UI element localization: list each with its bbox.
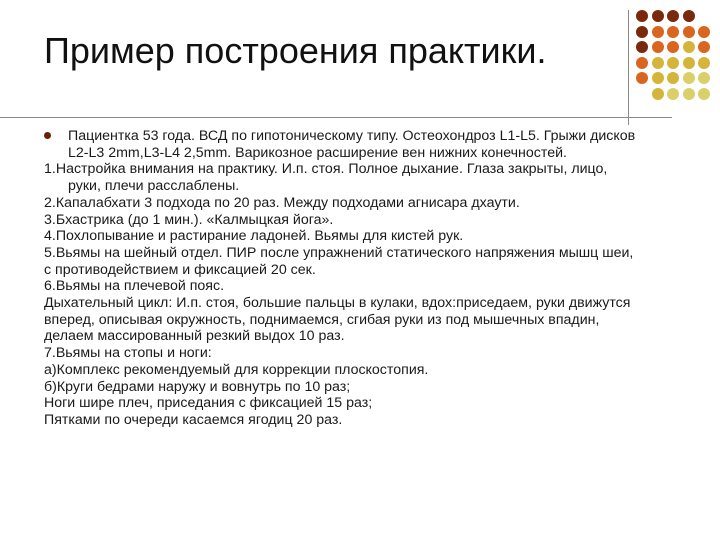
- decorative-dot: [683, 57, 695, 69]
- text-line: руки, плечи расслаблены.: [68, 178, 240, 195]
- text-line: 3.Бхастрика (до 1 мин.). «Калмыцкая йога».: [44, 211, 334, 228]
- decorative-dot: [667, 26, 679, 38]
- decorative-dot: [667, 88, 679, 100]
- text-line: а)Комплекс рекомендуемый для коррекции плоскостопия.: [44, 361, 429, 378]
- decorative-dot: [652, 57, 664, 69]
- decorative-dot: [636, 26, 648, 38]
- text-line: 6.Вьямы на плечевой пояс.: [44, 278, 225, 295]
- decorative-dot: [683, 88, 695, 100]
- horizontal-divider: [0, 117, 672, 118]
- vertical-divider: [628, 10, 629, 125]
- decorative-dot: [636, 41, 648, 53]
- decorative-dot: [636, 57, 648, 69]
- decorative-dot: [698, 57, 710, 69]
- decorative-dot: [698, 26, 710, 38]
- text-line: Дыхательный цикл: И.п. стоя, большие пальцы в кулаки, вдох:приседаем, руки движутся: [44, 295, 631, 312]
- text-line: Пятками по очереди касаемся ягодиц 20 раз.: [44, 411, 343, 428]
- decorative-dot: [667, 72, 679, 84]
- slide-title: Пример построения практики.: [44, 30, 547, 71]
- decorative-dot: [636, 10, 648, 22]
- bullet-icon: [44, 132, 51, 139]
- text-line: вперед, описывая окружность, поднимаемся, сгибая руки из под мышечных впадин,: [44, 311, 600, 328]
- decorative-dot: [683, 41, 695, 53]
- text-line: 5.Вьямы на шейный отдел. ПИР после упражнений статического напряжения мышц шеи,: [44, 244, 634, 261]
- decorative-dot: [667, 10, 679, 22]
- text-line: L2-L3 2mm,L3-L4 2,5mm. Варикозное расширение вен нижних конечностей.: [68, 144, 567, 161]
- decorative-dot: [683, 72, 695, 84]
- decorative-dot: [652, 26, 664, 38]
- decorative-dot: [636, 72, 648, 84]
- text-line: с противодействием и фиксацией 20 сек.: [44, 261, 316, 278]
- text-line: 7.Вьямы на стопы и ноги:: [44, 345, 212, 362]
- decorative-dot: [683, 10, 695, 22]
- decorative-dot: [683, 26, 695, 38]
- text-line: 1.Настройка внимания на практику. И.п. стоя. Полное дыхание. Глаза закрыты, лицо,: [44, 161, 608, 178]
- text-line: б)Круги бедрами наружу и вовнутрь по 10 раз;: [44, 378, 351, 395]
- text-line: Пациентка 53 года. ВСД по гипотоническому типу. Остеохондроз L1-L5. Грыжи дисков: [68, 128, 636, 144]
- decorative-dot: [667, 57, 679, 69]
- decorative-dot: [652, 88, 664, 100]
- decorative-dot: [652, 41, 664, 53]
- decorative-dot: [698, 41, 710, 53]
- decorative-dot: [667, 41, 679, 53]
- text-line: 2.Капалабхати 3 подхода по 20 раз. Между подходами агнисара дхаути.: [44, 194, 520, 211]
- text-line: делаем массированный резкий выдох 10 раз.: [44, 328, 345, 345]
- text-line: Ноги шире плеч, приседания с фиксацией 15 раз;: [44, 395, 373, 412]
- text-line: 4.Похлопывание и растирание ладоней. Вьямы для кистей рук.: [44, 228, 464, 245]
- decorative-dot: [652, 72, 664, 84]
- decorative-dot: [698, 72, 710, 84]
- decorative-dot: [698, 88, 710, 100]
- slide-body: [44, 128, 694, 429]
- bullet-item-patient: [44, 128, 694, 161]
- decorative-dot: [652, 10, 664, 22]
